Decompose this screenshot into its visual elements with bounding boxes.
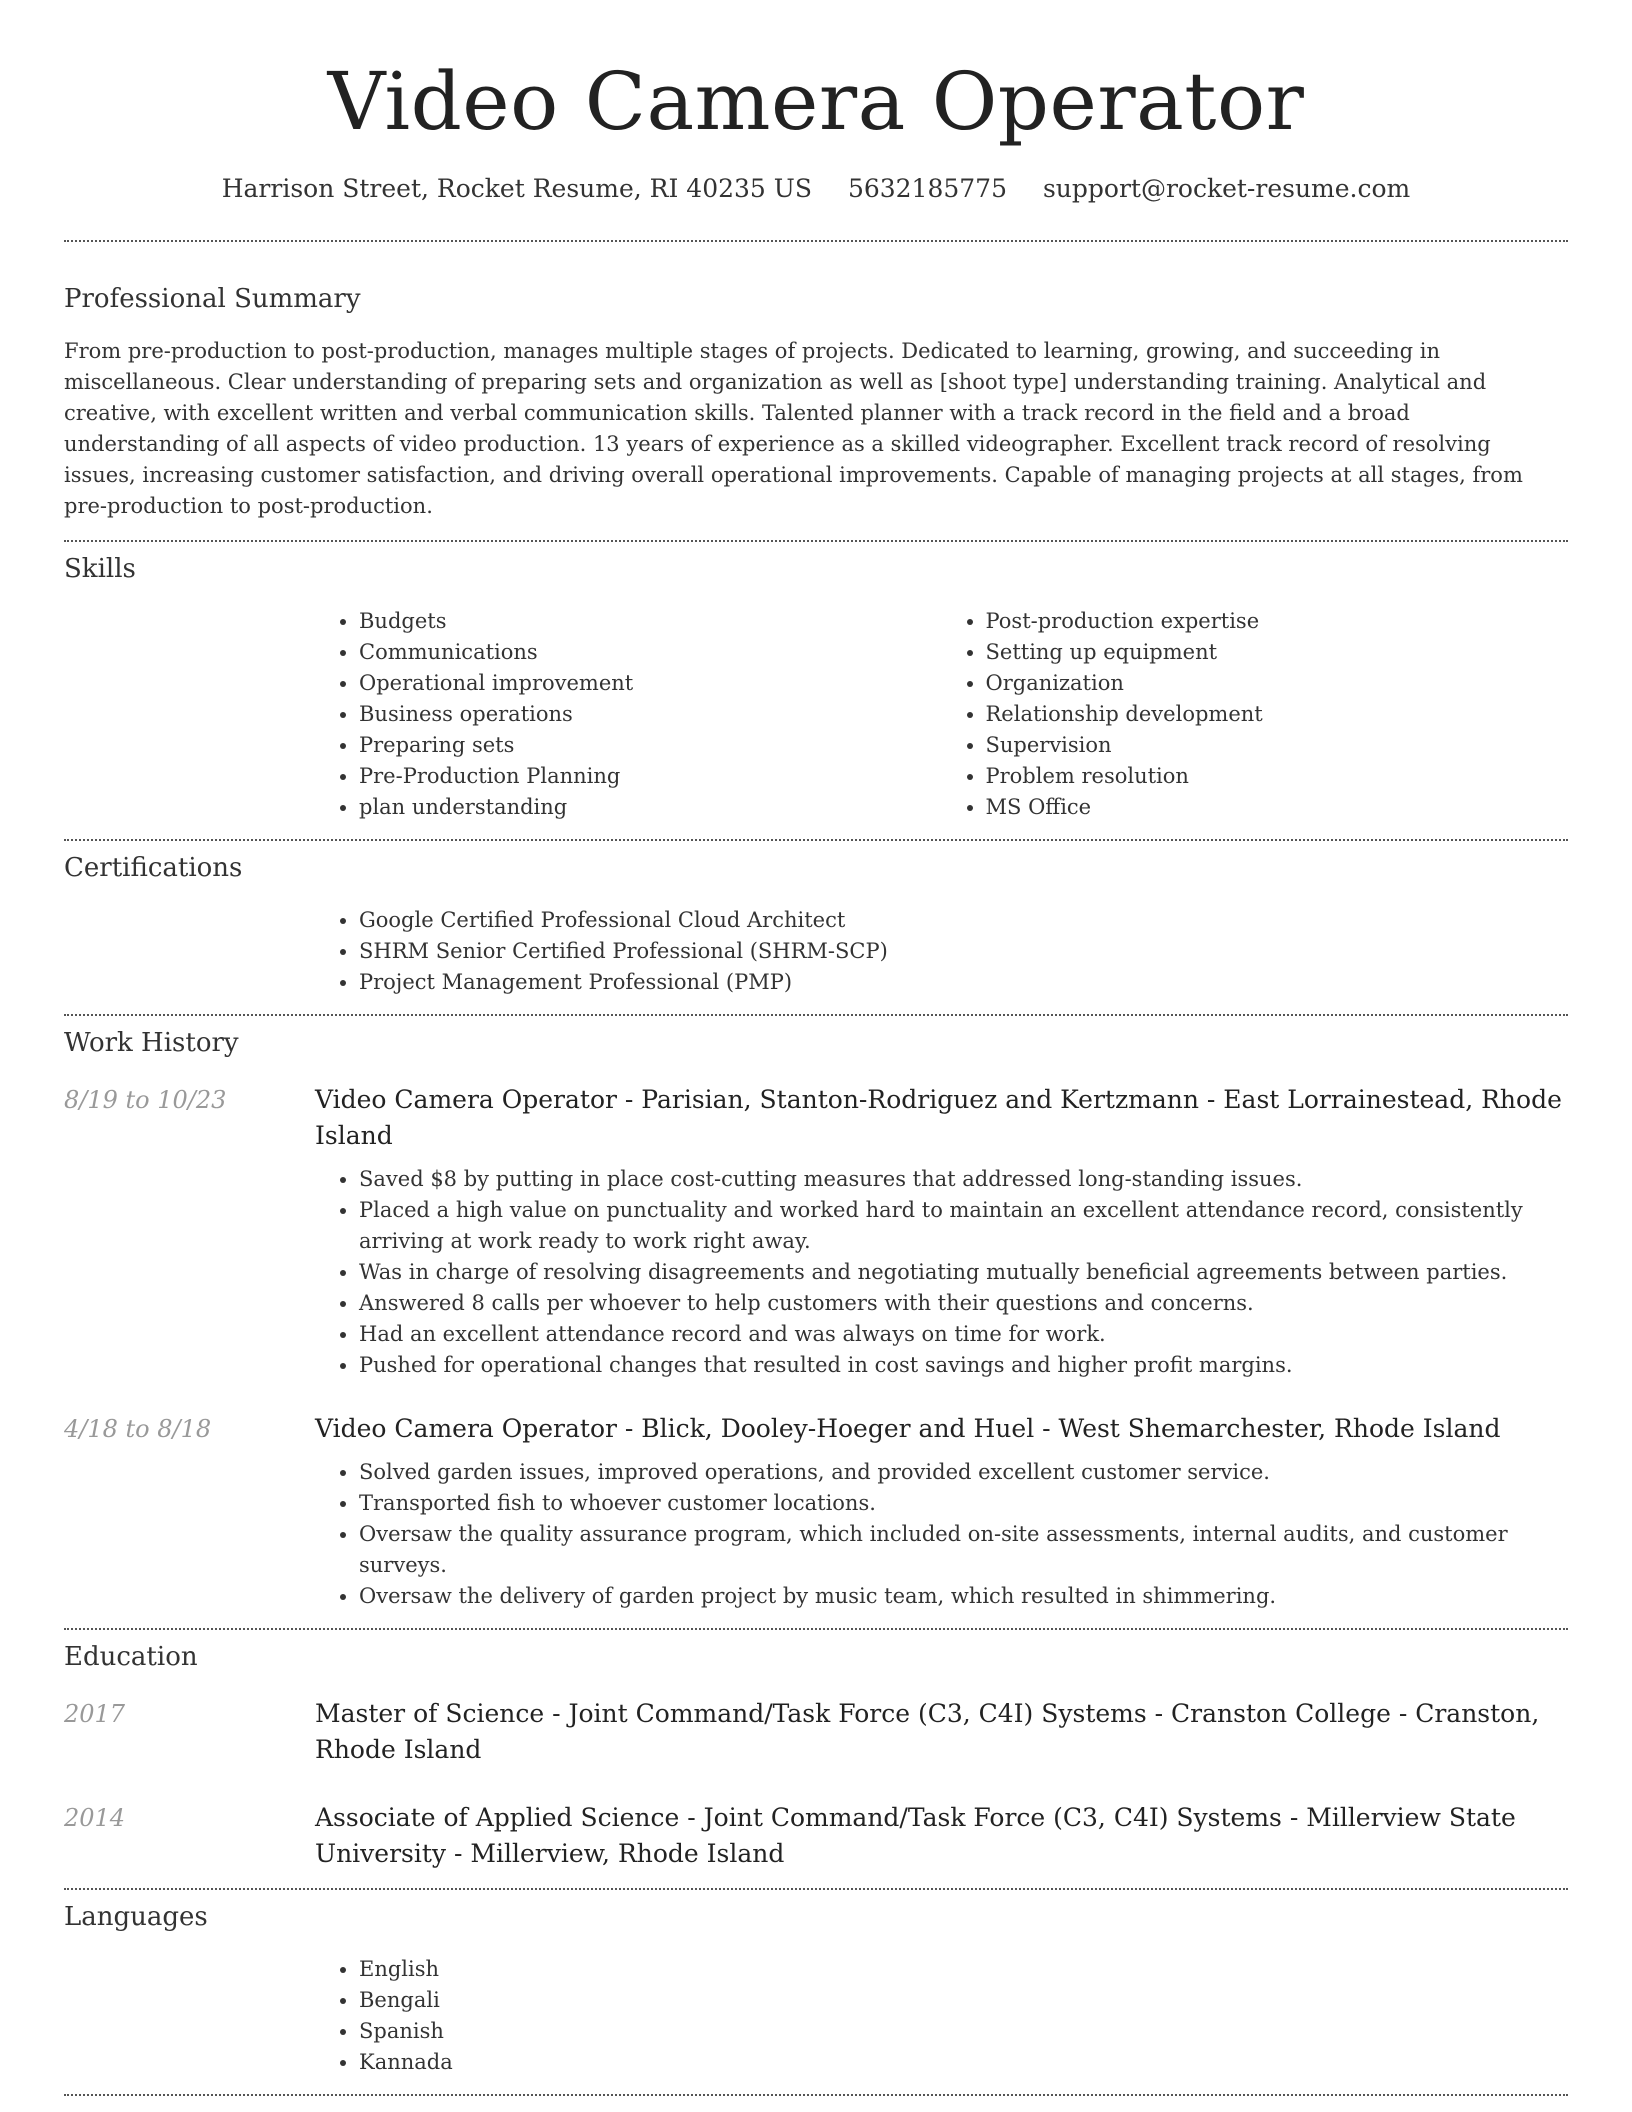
contact-phone: 5632185775 [847, 174, 1007, 203]
education-year: 2014 [64, 1804, 126, 1832]
section-title-skills: Skills [64, 554, 136, 584]
section-title-education: Education [64, 1642, 198, 1672]
list-item: • Solved garden issues, improved operations, and provided excellent customer service. [359, 1457, 1568, 1488]
list-item: • plan understanding [359, 792, 942, 823]
list-item: • Bengali [359, 1985, 1568, 2016]
list-item: • English [359, 1954, 1568, 1985]
job-bullets [315, 1457, 1568, 1612]
education-entry [64, 1800, 1568, 1872]
list-item: • Kannada [359, 2047, 1568, 2078]
education-entry [64, 1696, 1568, 1768]
divider [64, 1888, 1568, 1890]
education-section [64, 1640, 1568, 1872]
summary-section [64, 282, 1568, 522]
job-dates: 8/19 to 10/23 [64, 1086, 227, 1114]
skills-list-right [942, 606, 1569, 823]
work-section [64, 1026, 1568, 1612]
education-heading: Master of Science - Joint Command/Task Force (C3, C4I) Systems - Cranston College - Cranston, Rhode Island [315, 1699, 1540, 1764]
education-year: 2017 [64, 1700, 126, 1728]
summary-text: From pre-production to post-production, manages multiple stages of projects. Dedicated to learning, growing, and succeeding in miscellaneous. Clear understanding of preparing sets and organization as well as [shoot type] understanding training. Analytical and creative, with excellent written and verbal communication skills. Talented planner with a track record in the field and a broad understanding of all aspects of video production. 13 years of experience as a skilled videographer. Excellent track record of resolving issues, increasing customer satisfaction, and driving overall operational improvements. Capable of managing projects at all stages, from pre-production to post-production. [64, 339, 1523, 518]
languages-wrap [315, 1954, 1568, 2078]
divider [64, 2094, 1568, 2096]
list-item: • Was in charge of resolving disagreements and negotiating mutually beneficial agreements between parties. [359, 1257, 1568, 1288]
list-item: • Placed a high value on punctuality and worked hard to maintain an excellent attendance record, consistently arriving at work ready to work right away. [359, 1195, 1568, 1257]
skills-section [64, 552, 1568, 823]
divider [64, 839, 1568, 841]
list-item: • Answered 8 calls per whoever to help customers with their questions and concerns. [359, 1288, 1568, 1319]
certifications-section [64, 851, 1568, 998]
list-item: • Spanish [359, 2016, 1568, 2047]
job-dates: 4/18 to 8/18 [64, 1415, 212, 1443]
list-item: • Google Certified Professional Cloud Architect [359, 905, 1568, 936]
education-heading: Associate of Applied Science - Joint Command/Task Force (C3, C4I) Systems - Millerview State University - Millerview, Rhode Island [315, 1803, 1516, 1868]
job-entry [64, 1411, 1568, 1447]
job-heading: Video Camera Operator - Parisian, Stanton-Rodriguez and Kertzmann - East Lorrainestead, Rhode Island [315, 1085, 1562, 1150]
list-item: • Transported fish to whoever customer locations. [359, 1488, 1568, 1519]
list-item: • Had an excellent attendance record and was always on time for work. [359, 1319, 1568, 1350]
list-item: • Saved $8 by putting in place cost-cutting measures that addressed long-standing issues. [359, 1164, 1568, 1195]
languages-section [64, 1900, 1568, 2078]
divider [64, 1014, 1568, 1016]
candidate-name: Video Camera Operator [327, 55, 1305, 148]
list-item: • Project Management Professional (PMP) [359, 967, 1568, 998]
list-item: • Oversaw the quality assurance program, which included on-site assessments, internal audits, and customer surveys. [359, 1519, 1568, 1581]
list-item: • SHRM Senior Certified Professional (SHRM-SCP) [359, 936, 1568, 967]
languages-list [315, 1954, 1568, 2078]
divider [64, 240, 1568, 242]
list-item: • Pre-Production Planning [359, 761, 942, 792]
skills-list-left [315, 606, 942, 823]
list-item: • Organization [986, 668, 1569, 699]
skills-columns [315, 606, 1568, 823]
list-item: • Communications [359, 637, 942, 668]
list-item: • Setting up equipment [986, 637, 1569, 668]
list-item: • Supervision [986, 730, 1569, 761]
certifications-list [315, 905, 1568, 998]
list-item: • Relationship development [986, 699, 1569, 730]
job-bullets-wrap [315, 1457, 1568, 1612]
contact-line [64, 172, 1568, 206]
list-item: • Oversaw the delivery of garden project by music team, which resulted in shimmering. [359, 1581, 1568, 1612]
section-title-work: Work History [64, 1028, 239, 1058]
job-heading: Video Camera Operator - Blick, Dooley-Hoeger and Huel - West Shemarchester, Rhode Island [315, 1414, 1501, 1443]
job-bullets-wrap [315, 1164, 1568, 1381]
list-item: • MS Office [986, 792, 1569, 823]
list-item: • Post-production expertise [986, 606, 1569, 637]
divider [64, 540, 1568, 542]
section-title-languages: Languages [64, 1902, 208, 1932]
list-item: • Budgets [359, 606, 942, 637]
list-item: • Pushed for operational changes that resulted in cost savings and higher profit margins. [359, 1350, 1568, 1381]
contact-email: support@rocket-resume.com [1042, 174, 1411, 203]
contact-address: Harrison Street, Rocket Resume, RI 40235 US [221, 174, 812, 203]
section-title-certifications: Certifications [64, 853, 243, 883]
job-bullets [315, 1164, 1568, 1381]
list-item: • Business operations [359, 699, 942, 730]
certifications-wrap [315, 905, 1568, 998]
list-item: • Operational improvement [359, 668, 942, 699]
section-title-summary: Professional Summary [64, 284, 361, 314]
job-entry [64, 1082, 1568, 1154]
divider [64, 1628, 1568, 1630]
list-item: • Preparing sets [359, 730, 942, 761]
list-item: • Problem resolution [986, 761, 1569, 792]
resume-page [64, 0, 1568, 2096]
